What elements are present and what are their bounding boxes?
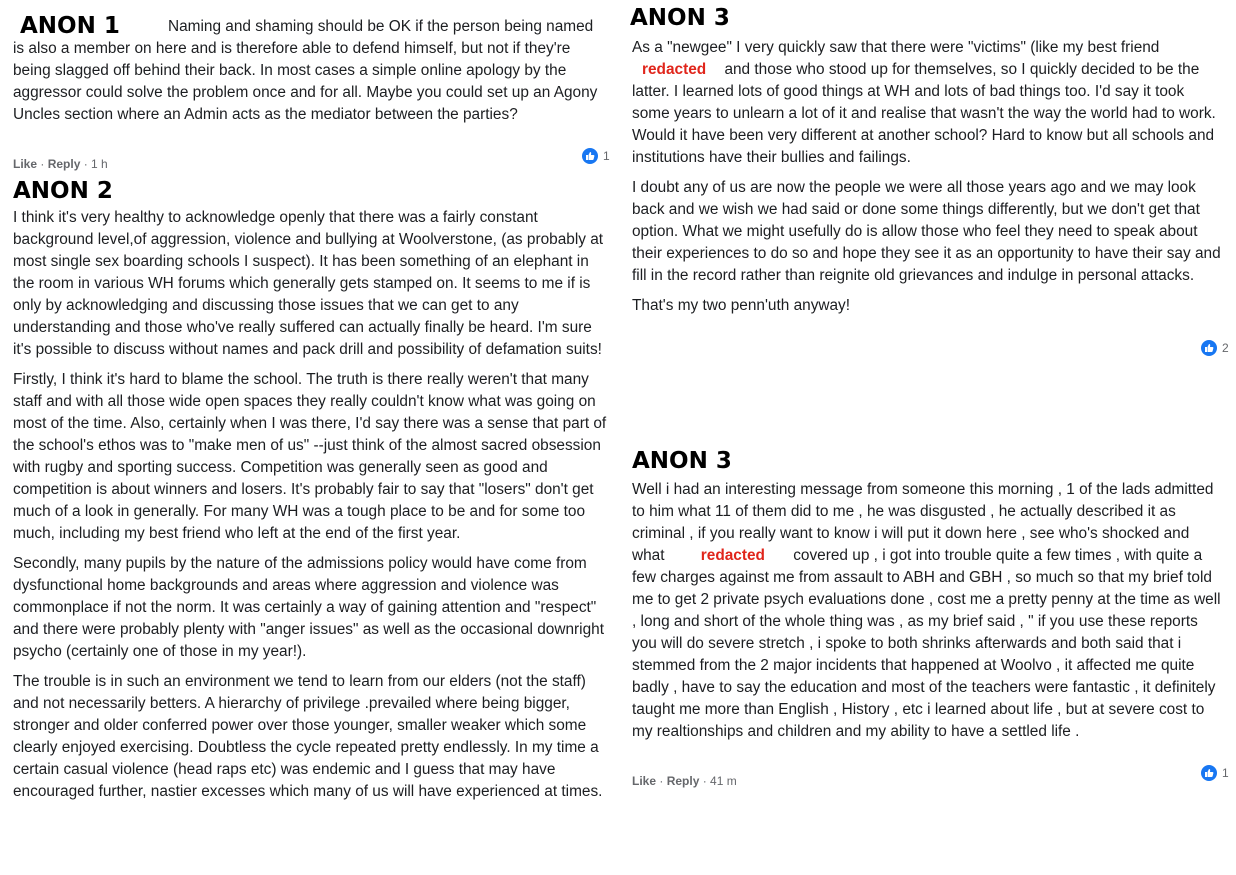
comment-anon1-body [13,16,608,126]
reaction-count: 1 [1222,766,1229,780]
reaction-badge[interactable] [582,148,610,164]
comment-paragraph [632,37,1224,169]
reply-link[interactable]: Reply [47,157,81,171]
timestamp[interactable]: 41 m [710,774,737,788]
redacted-mark: redacted [700,547,765,564]
comment-paragraph: I think it's very healthy to acknowledge openly that there was a fairly constant background level,of aggression, violence and bullying at Woolverstone, (as probably at most single sex boarding schools I suspect). It has been something of an elephant in the room in various WH forums which generally gets stamped on. It seems to me if is only by acknowledging and discussing those issues that we can get to any understanding and those who've really suffered can actually finally be heard. I'm sure it's possible to discuss without names and pack drill and possibility of defamation suits! [13,209,604,358]
comment-paragraph: Firstly, I think it's hard to blame the school. The truth is there really weren't that many staff and with all those wide open spaces they really couldn't know what was going on most of the time. Also, certainly when I was there, I'd say there was a sense that part of the school's ethos was to "make men of us" --just think of the almost sacred obsession with rugby and sporting success. Competition was generally seen as good and competition is about winners and losers. It's probably fair to say that "losers" don't get much of a look in generally. For many WH was a tough place to be and for some too much, including my best friend who left at the end of the first year. [13,371,607,542]
timestamp[interactable]: 1 h [91,157,108,171]
reply-link[interactable]: Reply [666,774,700,788]
comment-paragraph: I doubt any of us are now the people we were all those years ago and we may look back and we wish we had said or done some things differently, but we don't get that option. What we might usefully do is allow those who feel they need to speak about their experiences to do so and hope they see it as an opportunity to have their say and fill in the record rather than reignite old grievances and indulge in personal attacks. [632,179,1221,284]
author-name[interactable]: ANON 2 [13,178,113,204]
like-link[interactable]: Like [13,157,38,171]
author-name[interactable]: ANON 3 [632,448,732,474]
comment-text: covered up , i got into trouble quite a few times , with quite a few charges against me from assault to ABH and GBH , so much so that my brief told me to get 2 private psych evaluations done , cost me a pretty penny at the time as well , long and short of the whole thing was , as my brief said , " if you use these reports you will do severe stretch , i spoke to both shrinks afterwards and both said that i stemmed from the 2 major incidents that happened at Woolvo , it affected me quite badly , have to say the education and most of the teachers were fantastic , it definitely taught me more than English , History , etc i learned about life , but at severe cost to my realtionships and children and my ability to have a settled life . [632,547,1221,740]
comment-text: Naming and shaming should be OK if the person being named is also a member on here and is therefore able to defend himself, but not if they're being slagged off behind their back. In most cases a simple online apology by the aggressor could solve the problem once and for all. Maybe you could set up an Agony Uncles section where an Admin acts as the mediator between the parties? [13,18,598,123]
author-name[interactable]: ANON 1 [20,13,120,39]
comment-actions: Like · Reply · 41 m [632,774,737,788]
redacted-mark: redacted [642,61,707,78]
comment-actions: Like · Reply · 1 h [13,157,108,171]
reaction-count: 1 [603,149,610,163]
comment-paragraph [632,479,1226,743]
like-link[interactable]: Like [632,774,657,788]
comment-paragraph: Secondly, many pupils by the nature of the admissions policy would have come from dysfunctional home backgrounds and areas where aggression and violence was commonplace if not the norm. It was certainly a way of gaining attention and "respect" and there were probably plenty with "anger issues" as well as the occasional downright psycho (certainly one of those in my year!). [13,555,604,660]
thumbs-up-icon [1201,340,1217,356]
comment-anon2-body [13,207,611,803]
thumbs-up-icon [1201,765,1217,781]
comment-anon3b-body [632,479,1226,743]
reaction-badge[interactable] [1201,765,1229,781]
reaction-badge[interactable] [1201,340,1229,356]
reaction-count: 2 [1222,341,1229,355]
comment-text: As a "newgee" I very quickly saw that there were "victims" (like my best friend [632,39,1160,56]
comment-text: Well i had an interesting message from someone this morning , 1 of the lads admitted to him what 11 of them did to me , he was disgusted , he actually described it as criminal , if you really want to know i will put it down here , see who's shocked and what [632,481,1214,564]
thumbs-up-icon [582,148,598,164]
comment-paragraph: That's my two penn'uth anyway! [632,297,851,314]
comment-anon3-body [632,37,1224,317]
author-name[interactable]: ANON 3 [630,5,730,31]
comment-text: and those who stood up for themselves, so I quickly decided to be the latter. I learned lots of good things at WH and lots of bad things too. I'd say it took some years to unlearn a lot of it and realise that wasn't the way the world had to work. Would it have been very different at another school? Hard to know but all schools and institutions have their bullies and failings. [632,61,1216,166]
comment-paragraph: The trouble is in such an environment we tend to learn from our elders (not the staff) and not necessarily betters. A hierarchy of privilege .prevailed where being bigger, stronger and older conferred power over those younger, smaller weaker which some clearly enjoyed exercising. Doubtless the cycle repeated pretty endlessly. In my time a certain casual violence (head raps etc) was endemic and I guess that may have encouraged further, nastier excesses which many of us will have experienced at times. [13,673,603,800]
